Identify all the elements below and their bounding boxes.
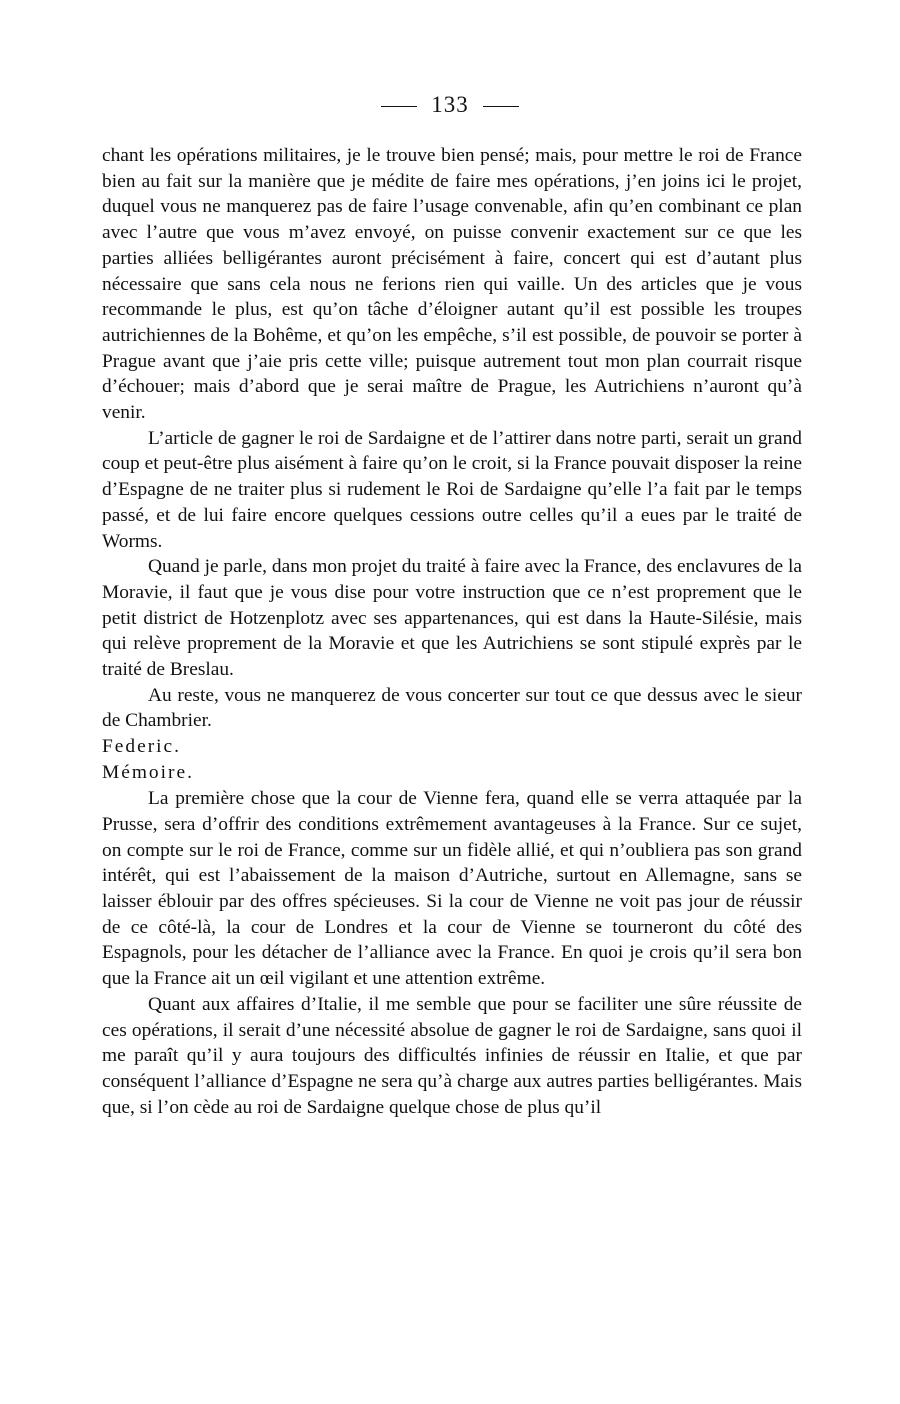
letter-paragraph-2: L’article de gagner le roi de Sardaigne et de l’attirer dans notre parti, serait un grand coup et peut-être plus aisément à faire qu’on le croit, si la France pouvait disposer la reine d’Espagne de ne traiter plus si rudement le Roi de Sardaigne qu’elle l’a fait par le temps passé, et de lui faire encore quelques cessions outre celles qu’il a eues par le traité de Worms.: [102, 427, 802, 552]
memoire-title: Mémoire.: [102, 762, 194, 784]
signature: Federic.: [102, 736, 181, 758]
page-number: 133: [431, 92, 469, 117]
page-header: [0, 92, 900, 118]
letter-paragraph-1: chant les opérations militaires, je le trouve bien pensé; mais, pour mettre le roi de France bien au fait sur la manière que je médite de faire mes opérations, j’en joins ici le projet, duquel vous ne manquerez pas de faire l’usage convenable, afin qu’en combinant ce plan avec l’autre que vous m’avez envoyé, on puisse convenir exactement sur ce que les parties alliées belligérantes auront précisément à faire, concert qui est d’autant plus nécessaire que sans cela nous ne ferions rien qui vaille. Un des articles que je vous recommande le plus, est qu’on tâche d’éloigner autant qu’il est possible les troupes autrichiennes de la Bohême, et qu’on les empêche, s’il est possible, de pouvoir se porter à Prague avant que j’aie pris cette ville; puisque autrement tout mon plan courrait risque d’échouer; mais d’abord que je serai maître de Prague, les Autrichiens n’auront qu’à venir.: [102, 145, 802, 424]
body-text: [102, 143, 802, 1120]
header-dash-right: [483, 106, 519, 107]
header-dash-left: [381, 106, 417, 107]
letter-paragraph-3: Quand je parle, dans mon projet du traité à faire avec la France, des enclavures de la Moravie, il faut que je vous dise pour votre instruction que ce n’est proprement que le petit district de Hotzenplotz avec ses appartenances, qui est dans la Haute-Silésie, mais qui relève proprement de la Moravie et que les Autrichiens se sont stipulé exprès par le traité de Breslau.: [102, 556, 802, 681]
memoire-paragraph-2: Quant aux affaires d’Italie, il me semble que pour se faciliter une sûre réussite de ces opérations, il serait d’une nécessité absolue de gagner le roi de Sardaigne, sans quoi il me paraît qu’il y aura toujours des difficultés infinies de réussir en Italie, et que par conséquent l’alliance d’Espagne ne sera qu’à charge aux autres parties belligérantes. Mais que, si l’on cède au roi de Sardaigne quelque chose de plus qu’il: [102, 993, 802, 1118]
letter-paragraph-4: Au reste, vous ne manquerez de vous concerter sur tout ce que dessus avec le sieur de Chambrier.: [102, 684, 802, 732]
memoire-paragraph-1: La première chose que la cour de Vienne fera, quand elle se verra attaquée par la Prusse, sera d’offrir des conditions extrêmement avantageuses à la France. Sur ce sujet, on compte sur le roi de France, comme sur un fidèle allié, et qui n’oubliera pas son grand intérêt, qui est l’abaissement de la maison d’Autriche, surtout en Allemagne, sans se laisser éblouir par des offres spécieuses. Si la cour de Vienne ne voit pas jour de réussir de ce côté-là, la cour de Londres et la cour de Vienne se tourneront du côté des Espagnols, pour les détacher de l’alliance avec la France. En quoi je crois qu’il sera bon que la France ait un œil vigilant et une attention extrême.: [102, 788, 802, 990]
